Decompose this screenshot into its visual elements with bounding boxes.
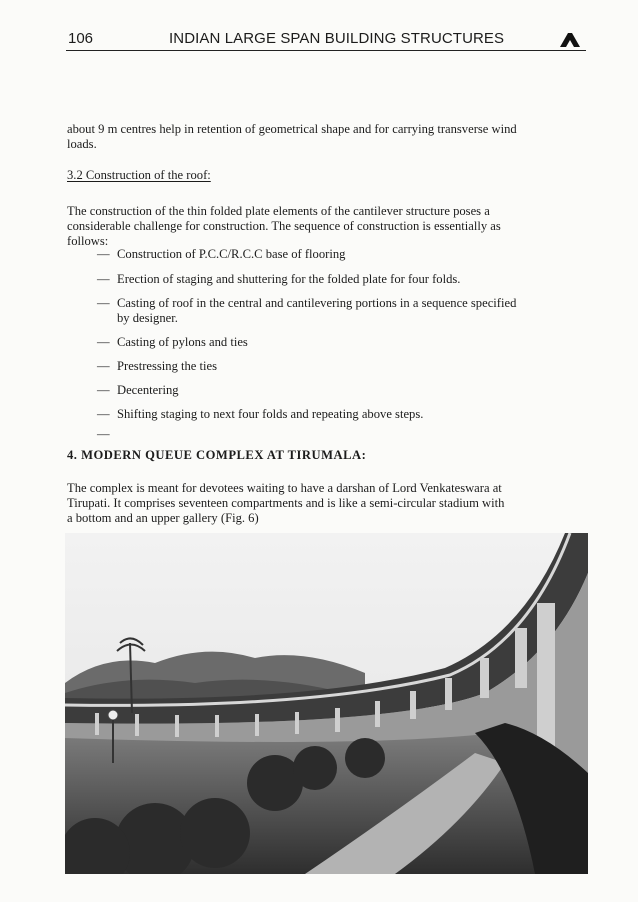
- list-item: — Shifting staging to next four folds and repeating above steps.: [97, 407, 424, 421]
- section-4-line-2: Tirupati. It comprises seventeen compartments and is like a semi-circular stadium with: [67, 496, 505, 510]
- intro-paragraph: [67, 122, 585, 152]
- running-header: [66, 30, 586, 51]
- list-item: — Decentering: [97, 383, 179, 397]
- intro-line-2: loads.: [67, 137, 97, 151]
- trailing-dash: —: [97, 427, 110, 441]
- list-item: — Erection of staging and shuttering for the folded plate for four folds.: [97, 272, 461, 286]
- page-number: 106: [68, 30, 94, 47]
- list-item: — Casting of pylons and ties: [97, 335, 248, 349]
- section-3-2-line-3: follows:: [67, 234, 109, 248]
- section-3-2-line-2: considerable challenge for construction. The sequence of construction is essentially as: [67, 219, 501, 233]
- section-3-2-line-1: The construction of the thin folded plate elements of the cantilever structure poses a: [67, 204, 490, 218]
- section-4-line-3: a bottom and an upper gallery (Fig. 6): [67, 511, 259, 525]
- section-4-paragraph: [67, 481, 585, 526]
- section-4-line-1: The complex is meant for devotees waiting to have a darshan of Lord Venkateswara at: [67, 481, 502, 495]
- list-item: — Construction of P.C.C/R.C.C base of flooring: [97, 247, 346, 261]
- intro-line-1: about 9 m centres help in retention of geometrical shape and for carrying transverse wind: [67, 122, 517, 136]
- queue-complex-photo: [65, 533, 588, 874]
- running-title: INDIAN LARGE SPAN BUILDING STRUCTURES: [169, 30, 505, 47]
- list-item: — Casting of roof in the central and cantilevering portions in a sequence specified by designer.: [97, 296, 517, 325]
- section-4-heading: 4. MODERN QUEUE COMPLEX AT TIRUMALA:: [67, 448, 367, 462]
- section-3-2-title: 3.2 Construction of the roof:: [67, 168, 211, 182]
- section-3-2-paragraph: [67, 204, 585, 249]
- list-item: — Prestressing the ties: [97, 359, 218, 373]
- publisher-logo-icon: [560, 33, 580, 47]
